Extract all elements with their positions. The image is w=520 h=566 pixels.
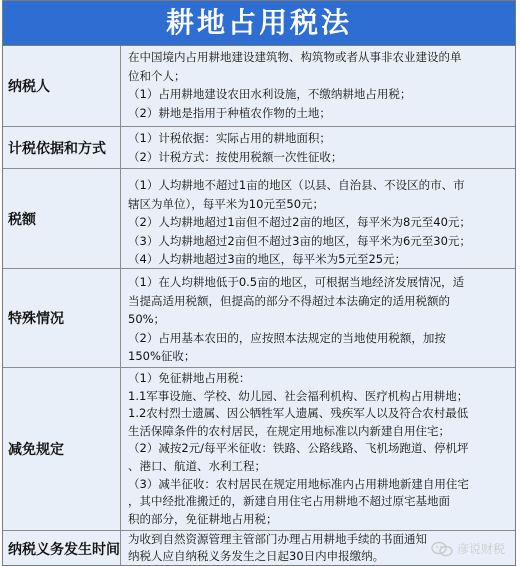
row-label: 纳税义务发生时间: [3, 531, 121, 566]
row-content: [122, 46, 515, 126]
tax-table: [2, 0, 516, 566]
content-line: （2）占用基本农田的，应按照本法规定的当地使用税额，加按: [128, 330, 446, 345]
row-special-cases: [3, 269, 515, 368]
row-tax-basis: [3, 127, 515, 169]
wechat-icon: [431, 541, 453, 557]
content-line: 当提高适用税额，但提高的部分不得超过本法确定的适用税额的: [128, 293, 450, 308]
content-line: （2）减按2元/每平米征收：铁路、公路线路、飞机场跑道、停机坪: [128, 441, 469, 456]
watermark-text: 彦说财税: [456, 542, 505, 556]
row-content: [122, 269, 515, 367]
content-line: （1）在人均耕地低于0.5亩的地区，可根据当地经济发展情况，适: [128, 275, 465, 289]
row-label: 减免规定: [3, 368, 121, 530]
content-line: 位和个人；: [128, 68, 186, 83]
row-label: 计税依据和方式: [3, 127, 121, 168]
content-line: 辖区为单位），每平米为10元至50元；: [128, 196, 325, 211]
content-line: （2）耕地是指用于种植农作物的土地；: [128, 105, 331, 120]
content-line: 1.1军事设施、学校、幼儿园、社会福利机构、医疗机构占用耕地；: [128, 388, 469, 403]
page-title: 耕地占用税法: [3, 1, 515, 46]
content-line: （1）免征耕地占用税：: [128, 371, 251, 385]
content-line: 50%；: [128, 312, 166, 327]
content-line: 1.2农村烈士遗属、因公牺牲军人遗属、残疾军人以及符合农村最低: [128, 406, 469, 421]
content-line: （3）人均耕地超过2亩但不超过3亩的地区，每平米为6元至30元；: [128, 233, 471, 248]
content-line: （1）计税依据：实际占用的耕地面积；: [128, 131, 331, 145]
row-tax-amount: [3, 169, 515, 269]
content-line: 为收到自然资源管理主管部门办理占用耕地手续的书面通知: [128, 532, 427, 546]
row-content: [122, 368, 515, 530]
row-content: [122, 169, 515, 268]
row-label: 特殊情况: [3, 269, 121, 367]
content-line: 生活保障条件的农村居民，在规定用地标准以内新建自用住宅；: [128, 423, 450, 438]
content-line: ，其中经批准搬迁的，新建自用住宅占用耕地不超过原宅基地面: [128, 494, 450, 509]
row-exemptions: [3, 368, 515, 531]
row-label: 税额: [3, 169, 121, 268]
content-line: （1）占用耕地建设农田水利设施，不缴纳耕地占用税；: [128, 87, 412, 102]
content-line: 积的部分，免征耕地占用税；: [128, 511, 278, 526]
content-line: （1）人均耕地不超过1亩的地区（以县、自治县、不设区的市、市: [128, 178, 465, 192]
content-line: 在中国境内占用耕地建设建筑物、构筑物或者从事非农业建设的单: [128, 50, 462, 64]
content-line: （3）减半征收：农村居民在规定用地标准内占用耕地新建自用住宅: [128, 476, 469, 491]
row-content: [122, 127, 515, 168]
content-line: 纳税人应自纳税义务发生之日起30日内申报缴纳。: [128, 549, 385, 563]
watermark: [431, 540, 505, 557]
row-label: 纳税人: [3, 46, 121, 126]
row-taxpayer: [3, 46, 515, 127]
content-line: （2）人均耕地超过1亩但不超过2亩的地区，每平米为8元至40元；: [128, 215, 471, 230]
content-line: 150%征收；: [128, 349, 196, 364]
content-line: （4）人均耕地超过3亩的地区，每平米为5元至25元；: [128, 252, 407, 267]
content-line: （2）计税方式：按使用税额一次性征收；: [128, 149, 343, 164]
content-line: 、港口、航道、水利工程；: [128, 458, 266, 473]
